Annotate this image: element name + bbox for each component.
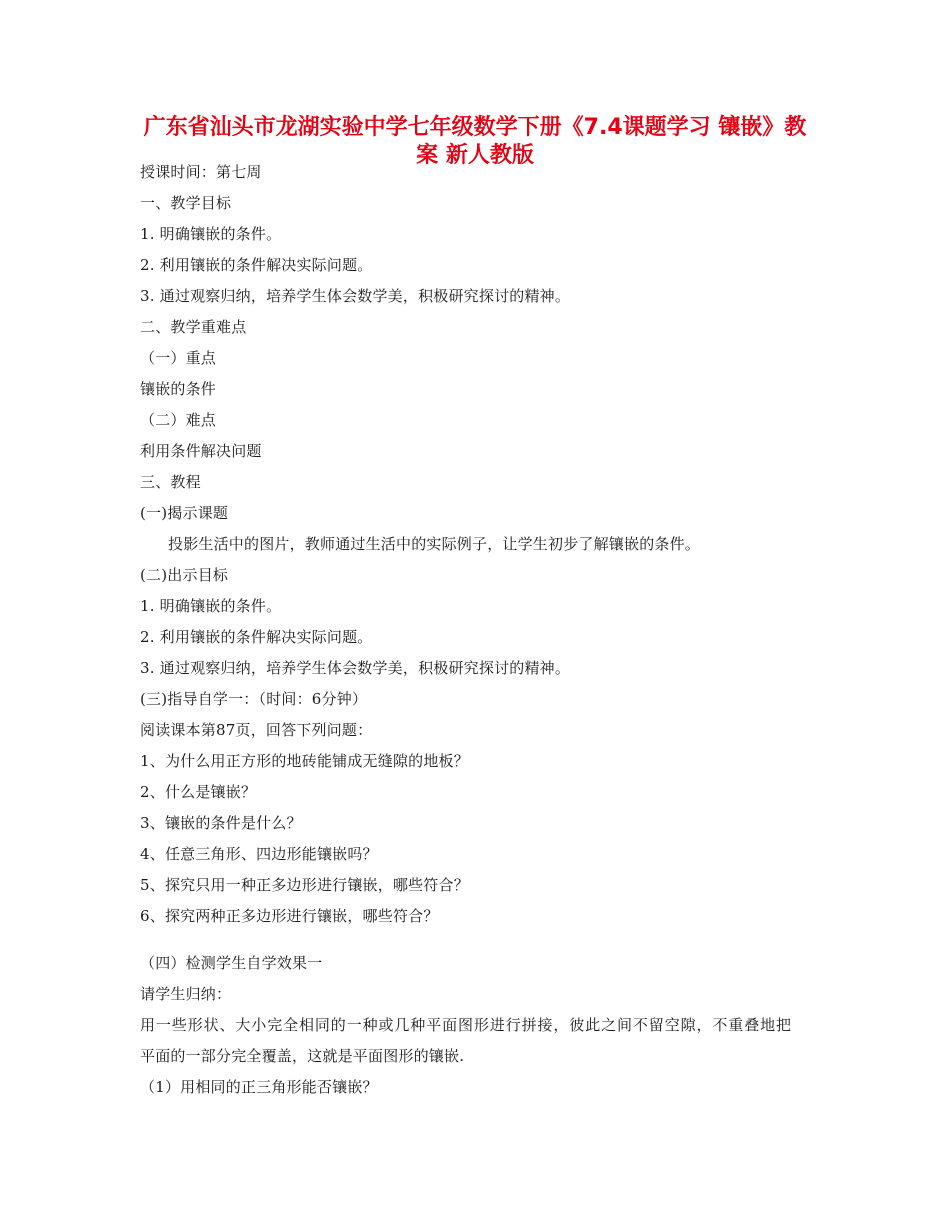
summary-prompt: 请学生归纳： — [140, 985, 232, 1003]
subheading-key-point: （一）重点 — [140, 349, 217, 367]
question-2: 2、什么是镶嵌？ — [140, 783, 257, 801]
lesson-time: 授课时间：第七周 — [140, 163, 262, 181]
objective-item-3: 3. 通过观察归纳，培养学生体会数学美，积极研究探讨的精神。 — [140, 287, 571, 305]
question-3: 3、镶嵌的条件是什么？ — [140, 814, 302, 832]
shown-objective-3: 3. 通过观察归纳，培养学生体会数学美，积极研究探讨的精神。 — [140, 659, 571, 677]
reading-instruction: 阅读课本第87页，回答下列问题： — [140, 721, 373, 739]
subheading-difficulty: （二）难点 — [140, 411, 217, 429]
document-title-line-1: 广东省汕头市龙湖实验中学七年级数学下册《7.4课题学习 镶嵌》教 — [143, 115, 807, 140]
section-heading-key-points: 二、教学重难点 — [140, 318, 247, 336]
section-heading-procedure: 三、教程 — [140, 473, 201, 491]
step-heading-self-study: (三)指导自学一：（时间：6分钟） — [140, 690, 368, 708]
question-6: 6、探究两种正多边形进行镶嵌，哪些符合？ — [140, 907, 439, 925]
question-5: 5、探究只用一种正多边形进行镶嵌，哪些符合？ — [140, 876, 469, 894]
step-heading-reveal-topic: (一)揭示课题 — [140, 504, 229, 522]
definition-line-1: 用一些形状、大小完全相同的一种或几种平面图形进行拼接，彼此之间不留空隙，不重叠地把 — [140, 1016, 792, 1034]
question-1: 1、为什么用正方形的地砖能铺成无缝隙的地板？ — [140, 752, 469, 770]
definition-line-2: 平面的一部分完全覆盖，这就是平面图形的镶嵌. — [140, 1047, 465, 1065]
step-heading-check: （四）检测学生自学效果一 — [140, 954, 323, 972]
objective-item-2: 2. 利用镶嵌的条件解决实际问题。 — [140, 256, 373, 274]
question-4: 4、任意三角形、四边形能镶嵌吗？ — [140, 845, 378, 863]
exercise-question-1: （1）用相同的正三角形能否镶嵌？ — [140, 1078, 378, 1096]
document-title-line-2: 案 新人教版 — [416, 143, 534, 168]
section-heading-objectives: 一、教学目标 — [140, 194, 232, 212]
step-heading-show-objectives: (二)出示目标 — [140, 566, 229, 584]
shown-objective-2: 2. 利用镶嵌的条件解决实际问题。 — [140, 628, 373, 646]
difficulty-text: 利用条件解决问题 — [140, 442, 262, 460]
key-point-text: 镶嵌的条件 — [140, 380, 217, 398]
objective-item-1: 1. 明确镶嵌的条件。 — [140, 225, 282, 243]
reveal-topic-paragraph: 投影生活中的图片，教师通过生活中的实际例子，让学生初步了解镶嵌的条件。 — [168, 535, 701, 553]
shown-objective-1: 1. 明确镶嵌的条件。 — [140, 597, 282, 615]
